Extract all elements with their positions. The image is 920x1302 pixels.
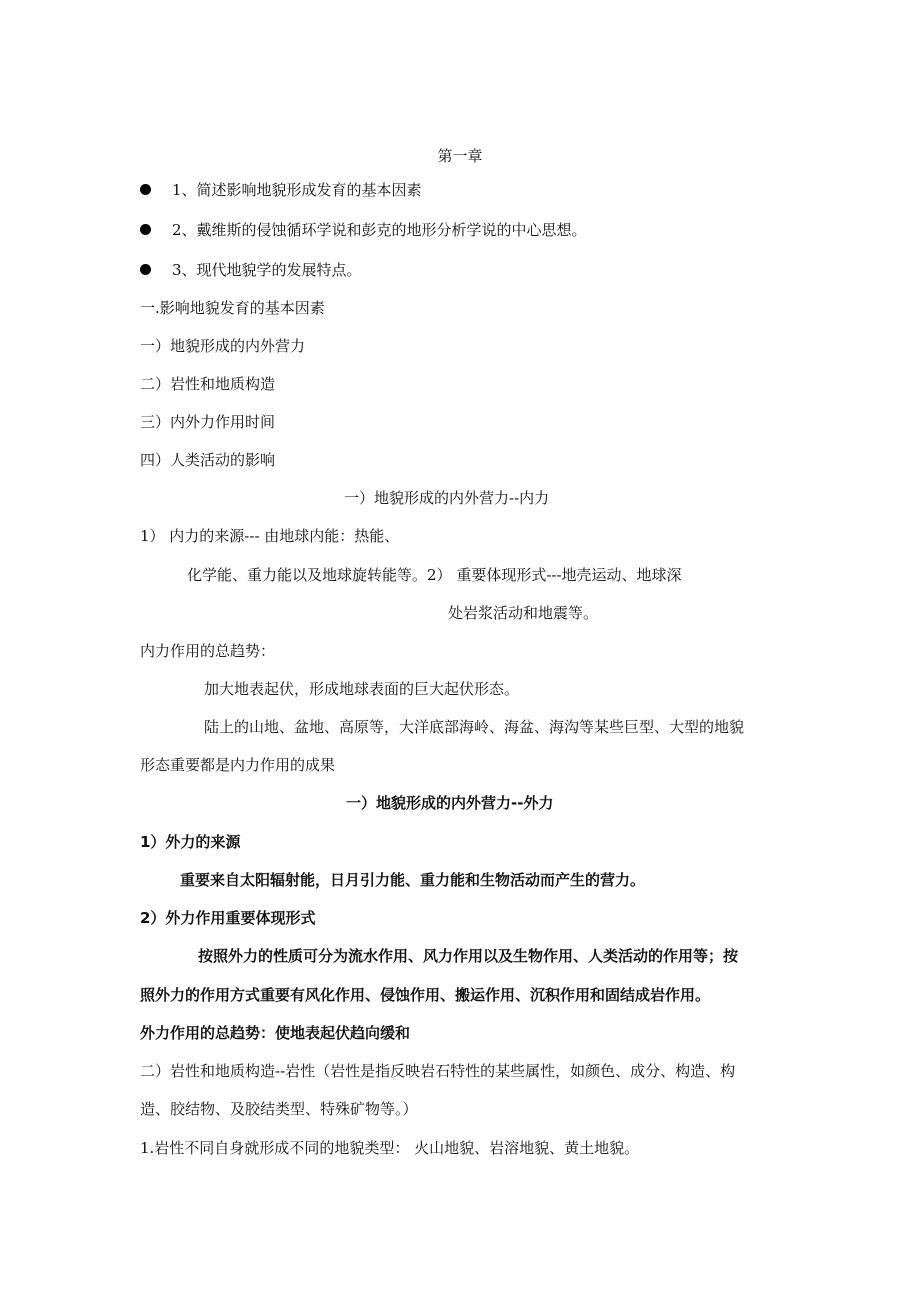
internal-source-line: 1） 内力的来源--- 由地球内能：热能、: [140, 527, 400, 545]
bullet-icon: [140, 224, 151, 235]
external-forms-heading: 2）外力作用重要体现形式: [140, 909, 316, 927]
external-force-title: 一）地貌形成的内外营力--外力: [346, 794, 554, 812]
factor-item: 四）人类活动的影响: [140, 451, 276, 469]
lithology-line: 二）岩性和地质构造--岩性（岩性是指反映岩石特性的某些属性，如颜色、成分、构造、构: [140, 1062, 736, 1080]
internal-force-title: 一）地貌形成的内外营力--内力: [344, 489, 550, 507]
question-item: 3、现代地貌学的发展特点。: [172, 261, 362, 279]
lithology-line: 造、胶结物、及胶结类型、特殊矿物等。）: [140, 1100, 418, 1118]
external-trend: 外力作用的总趋势：使地表起伏趋向缓和: [140, 1024, 411, 1042]
factor-item: 三）内外力作用时间: [140, 413, 276, 431]
question-item: 1、简述影响地貌形成发育的基本因素: [172, 181, 422, 199]
section-heading: 一.影响地貌发育的基本因素: [140, 299, 325, 317]
internal-trend-text: 加大地表起伏，形成地球表面的巨大起伏形态。: [204, 680, 520, 698]
internal-source-line: 化学能、重力能以及地球旋转能等。2） 重要体现形式---地壳运动、地球深: [187, 566, 682, 584]
factor-item: 一）地貌形成的内外营力: [140, 337, 306, 355]
external-source-heading: 1）外力的来源: [140, 833, 241, 851]
bullet-icon: [140, 184, 151, 195]
internal-result-line: 形态重要都是内力作用的成果: [140, 756, 336, 774]
chapter-title: 第一章: [437, 147, 483, 165]
internal-source-line: 处岩浆活动和地震等。: [448, 604, 599, 622]
external-forms-line: 按照外力的性质可分为流水作用、风力作用以及生物作用、人类活动的作用等；按: [198, 947, 739, 965]
external-source-text: 重要来自太阳辐射能，日月引力能、重力能和生物活动而产生的营力。: [180, 871, 646, 889]
question-item: 2、戴维斯的侵蚀循环学说和彭克的地形分析学说的中心思想。: [172, 221, 587, 239]
bullet-icon: [140, 264, 151, 275]
factor-item: 二）岩性和地质构造: [140, 375, 276, 393]
lithology-line: 1.岩性不同自身就形成不同的地貌类型： 火山地貌、岩溶地貌、黄土地貌。: [140, 1139, 640, 1157]
internal-trend-label: 内力作用的总趋势：: [140, 642, 276, 660]
external-forms-line: 照外力的作用方式重要有风化作用、侵蚀作用、搬运作用、沉积作用和固结成岩作用。: [140, 986, 711, 1004]
internal-result-line: 陆上的山地、盆地、高原等，大洋底部海岭、海盆、海沟等某些巨型、大型的地貌: [204, 718, 745, 736]
